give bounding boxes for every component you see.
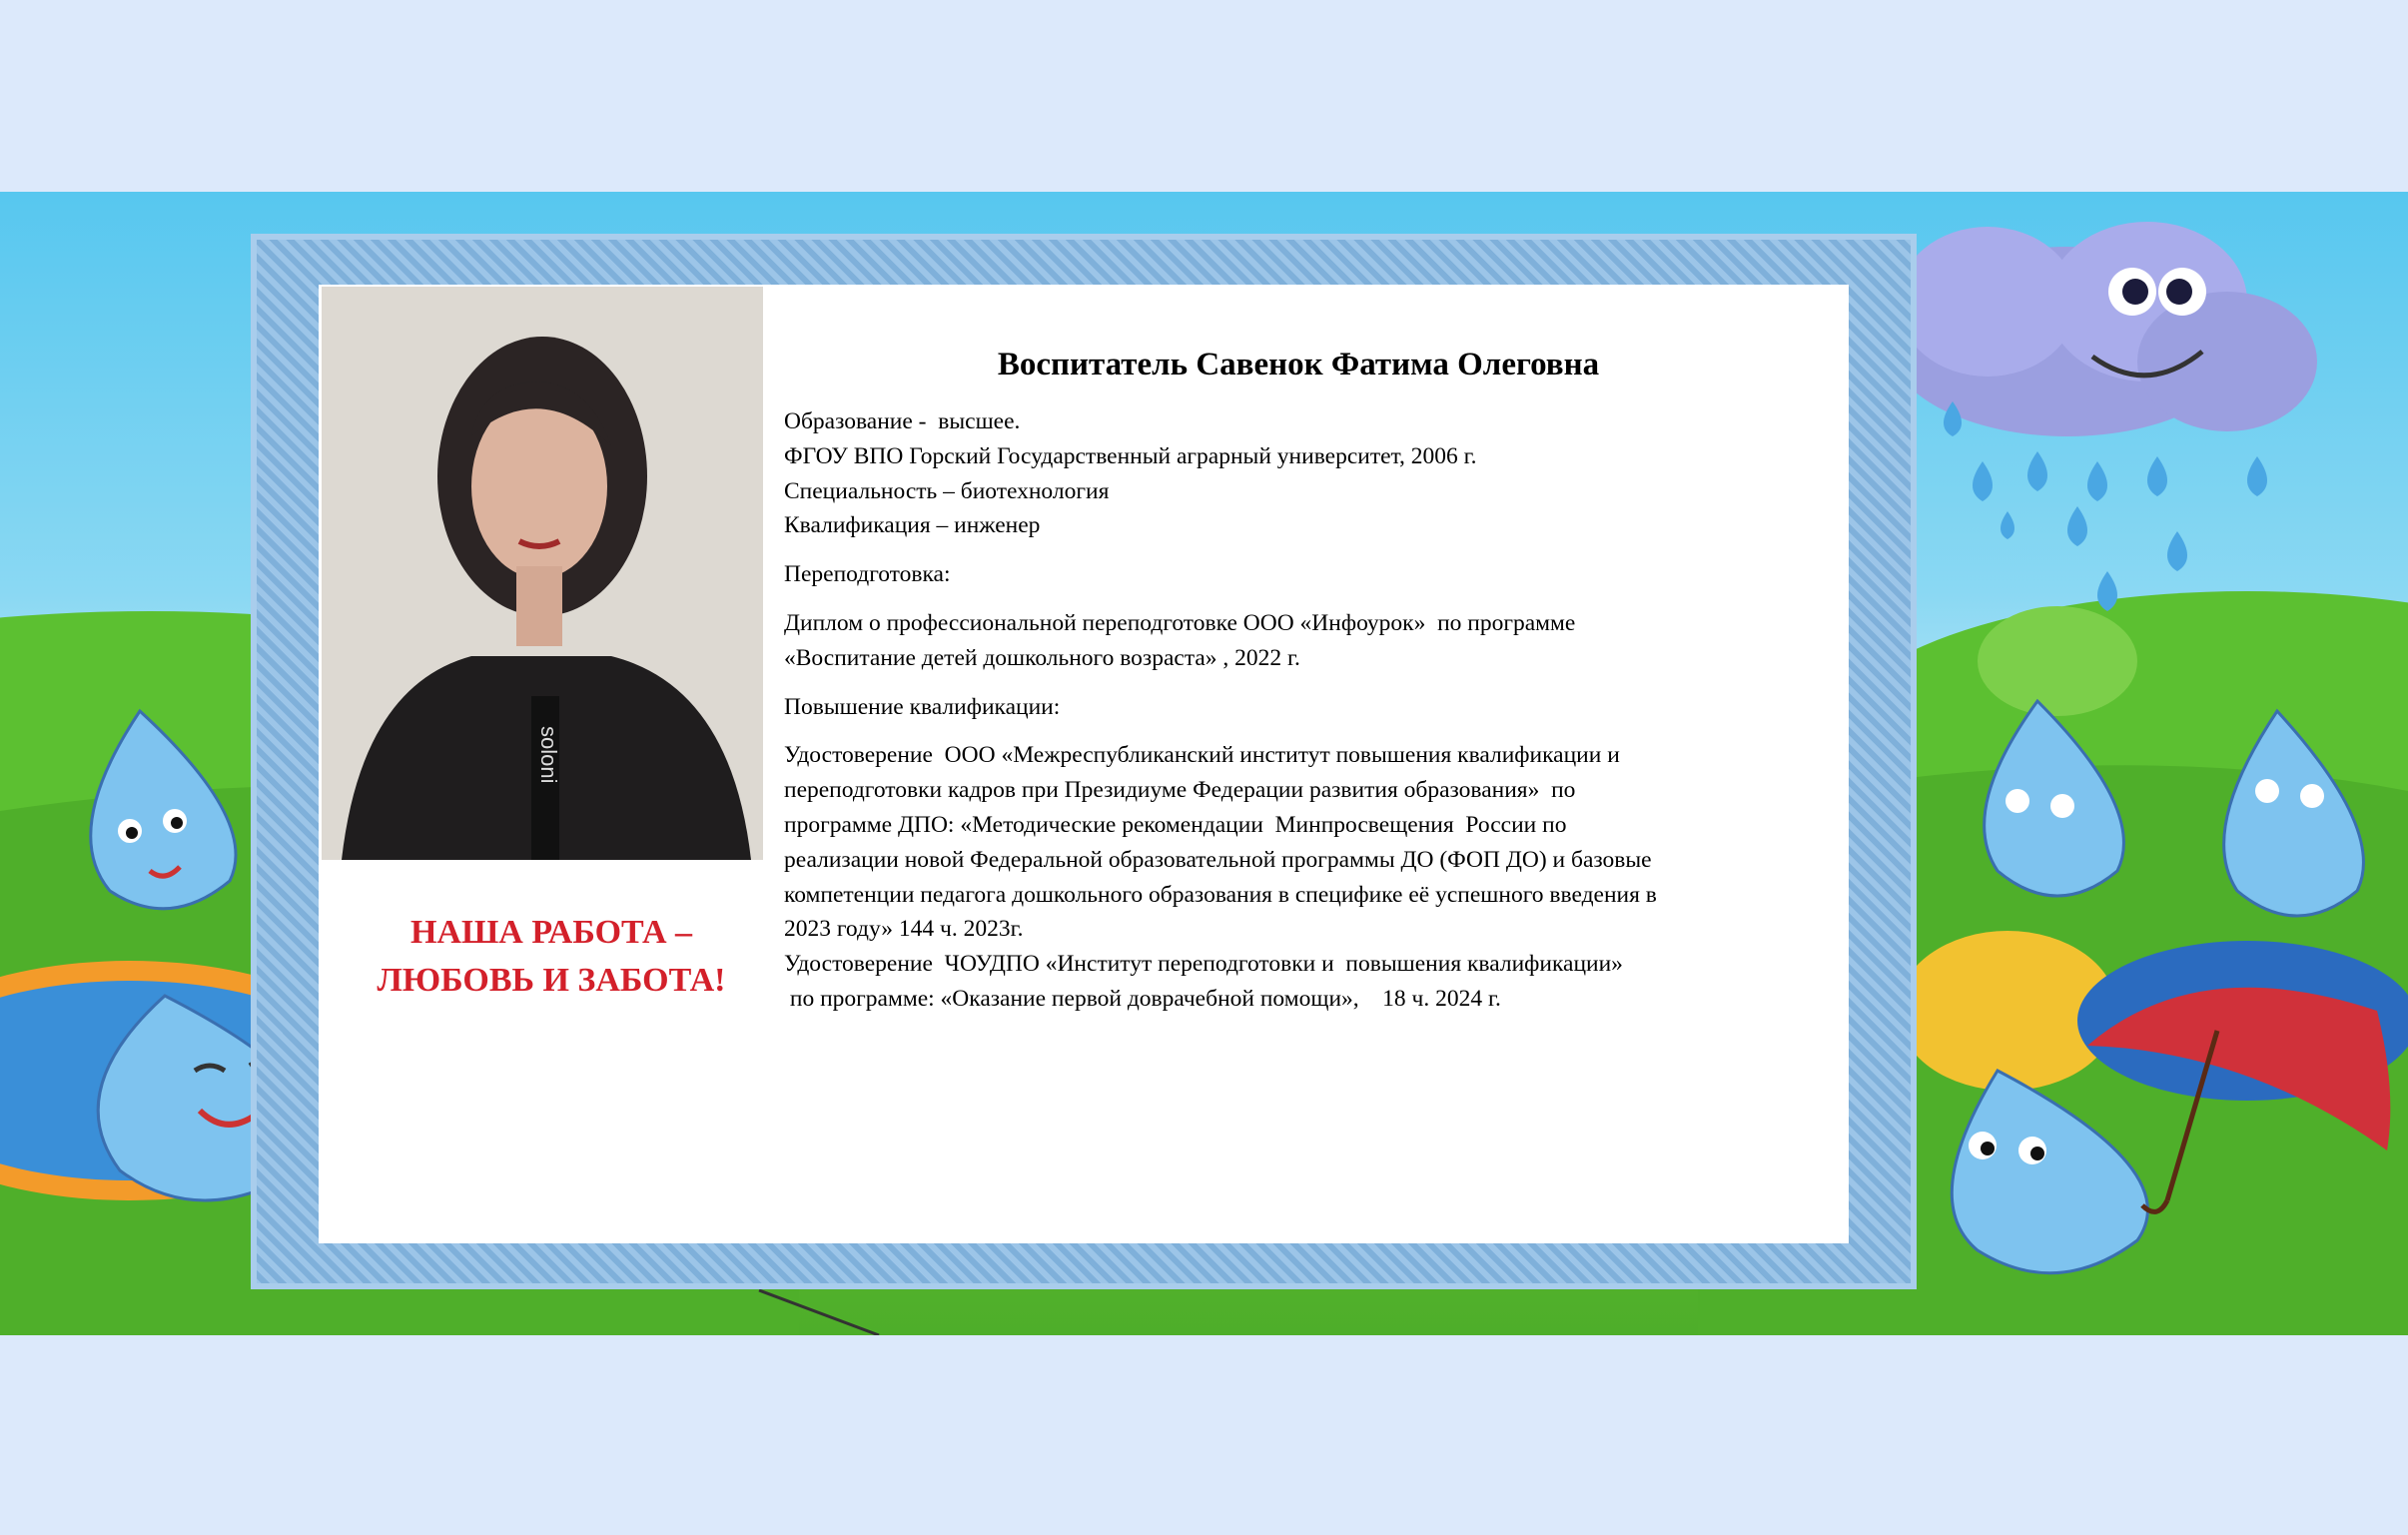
teacher-title: Воспитатель Савенок Фатима Олеговна [997, 347, 1600, 383]
teacher-photo [322, 287, 763, 860]
logo-text: soloni [536, 726, 561, 784]
retraining-heading: Переподготовка: [784, 561, 951, 588]
qualification-line: Квалификация – инженер [784, 512, 1041, 539]
motto-line-2: ЛЮБОВЬ И ЗАБОТА! [377, 962, 726, 999]
advanced-training-heading: Повышение квалификации: [784, 693, 1061, 720]
certificate-line: программе ДПО: «Методические рекомендации Минпросвещения России по [784, 811, 1567, 838]
certificate-line: Удостоверение ООО «Межреспубликанский институт повышения квалификации и [784, 742, 1620, 769]
motto [322, 909, 781, 1005]
retraining-line: Диплом о профессиональной переподготовке ООО «Инфоурок» по программе [784, 609, 1576, 636]
motto-line-1: НАША РАБОТА – [409, 914, 693, 951]
certificate-line: Удостоверение ЧОУДПО «Институт переподготовки и повышения квалификации» [784, 951, 1623, 978]
university-line: ФГОУ ВПО Горский Государственный аграрный университет, 2006 г. [784, 442, 1477, 469]
certificate-line: компетенции педагога дошкольного образования в специфике её успешного введения в [784, 881, 1657, 908]
specialty-line: Специальность – биотехнология [784, 477, 1110, 504]
certificate-line: переподготовки кадров при Президиуме Федерации развития образования» по [784, 777, 1576, 804]
certificate-line: 2023 году» 144 ч. 2023г. [784, 916, 1024, 943]
biography-text [784, 404, 1833, 1017]
education-line: Образование - высшее. [784, 408, 1021, 434]
retraining-line: «Воспитание детей дошкольного возраста» , 2022 г. [784, 644, 1300, 671]
certificate-line: по программе: «Оказание первой доврачебной помощи», 18 ч. 2024 г. [784, 985, 1501, 1012]
certificate-line: реализации новой Федеральной образовательной программы ДО (ФОП ДО) и базовые [784, 846, 1652, 873]
